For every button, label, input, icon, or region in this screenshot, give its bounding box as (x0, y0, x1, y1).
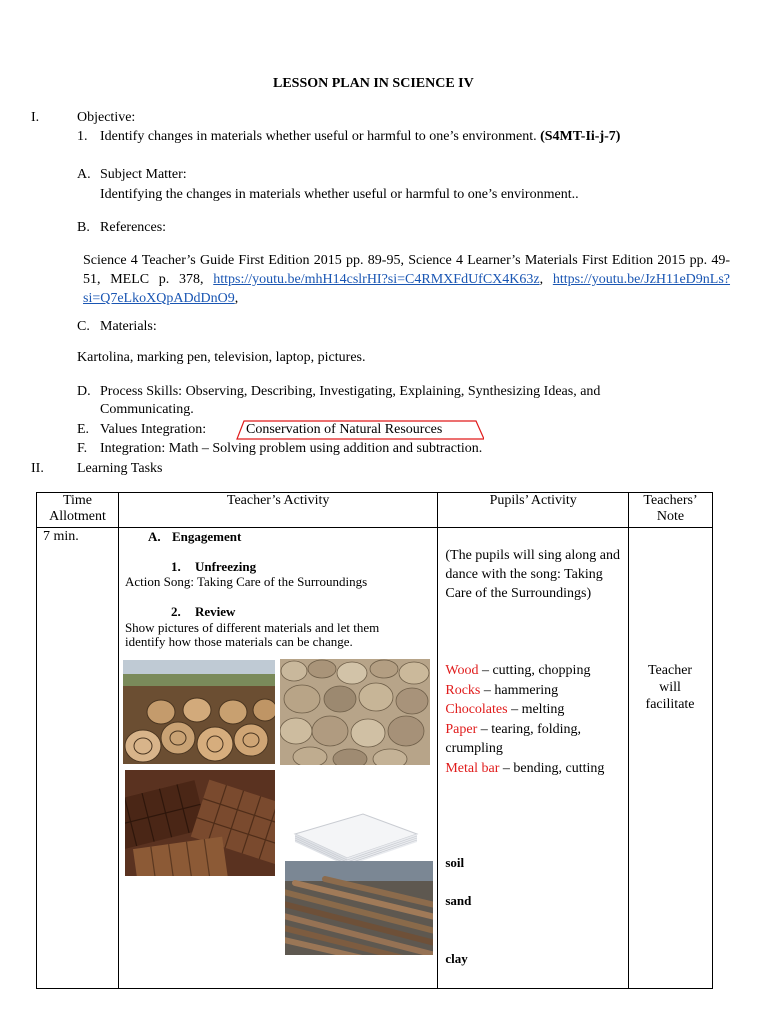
materials-list: Kartolina, marking pen, television, laptop, pictures. (77, 350, 366, 365)
process-skills-line-1: Process Skills: Observing, Describing, Investigating, Explaining, Synthesizing Ideas, and (100, 384, 601, 399)
table-row (37, 528, 713, 989)
teachers-note-text: Teacher will facilitate (645, 663, 695, 712)
pupils-song-text: (The pupils will sing along and dance with the song: Taking Care of the Surroundings) (445, 548, 620, 601)
teacher-activity-cell (118, 528, 437, 989)
header-time: Time Allotment (37, 493, 119, 528)
learning-tasks-table (36, 492, 713, 989)
subject-label: Subject Matter: (100, 167, 187, 182)
references-label: References: (100, 220, 167, 235)
clay-label: clay (445, 951, 468, 966)
sand-label: sand (445, 893, 472, 908)
chocolates-image (125, 770, 275, 876)
pupils-activity-cell (438, 528, 629, 989)
material-name: Rocks (445, 682, 481, 698)
engagement-letter: A. (147, 529, 161, 544)
engagement-heading: Engagement (171, 529, 242, 544)
material-name: Wood (445, 663, 479, 678)
action-song-text: Action Song: Taking Care of the Surroundings (124, 574, 368, 589)
header-teachers-note: Teachers’ Note (629, 493, 713, 528)
material-name: Chocolates (445, 702, 508, 717)
list-item (445, 700, 625, 720)
values-letter: E. (77, 422, 90, 437)
materials-actions-list (445, 661, 625, 778)
integration-text: Integration: Math – Solving problem using addition and subtraction. (100, 441, 483, 456)
time-cell (37, 528, 119, 989)
unfreezing-heading: Unfreezing (194, 559, 257, 574)
list-item (445, 681, 625, 701)
objective-line (100, 129, 620, 145)
references-separator: , (539, 272, 553, 287)
section-1-label: Objective: (77, 110, 136, 125)
material-name: Metal bar (445, 760, 500, 776)
objective-text: Identify changes in materials whether useful or harmful to one’s environment. (100, 129, 537, 144)
values-label: Values Integration: (100, 422, 207, 437)
process-skills-line-2: Communicating. (100, 402, 194, 417)
paper-stack-image (289, 790, 423, 868)
review-text: Show pictures of different materials and let them identify how those materials can be change. (124, 620, 380, 649)
section-2-label: Learning Tasks (77, 461, 163, 476)
header-teacher-activity: Teacher’s Activity (118, 493, 437, 528)
values-text: Conservation of Natural Resources (246, 422, 443, 437)
section-2-number: II. (31, 461, 44, 476)
section-1-number: I. (31, 110, 40, 125)
material-action: – bending, cutting (499, 760, 605, 776)
references-paragraph (83, 251, 730, 308)
subject-letter: A. (77, 167, 91, 182)
objective-number: 1. (77, 129, 88, 144)
objective-code: (S4MT-Ii-j-7) (540, 129, 621, 144)
materials-label: Materials: (100, 319, 157, 334)
list-item (445, 759, 625, 779)
process-letter: D. (77, 384, 91, 399)
list-item (445, 661, 625, 681)
table-header-row (37, 493, 713, 528)
material-action: – tearing, folding, crumpling (445, 721, 582, 756)
material-action: – hammering (480, 682, 559, 698)
materials-letter: C. (77, 319, 90, 334)
references-letter: B. (77, 220, 90, 235)
metal-bars-image (285, 861, 433, 955)
review-number: 2. (170, 604, 181, 619)
review-heading: Review (194, 604, 236, 619)
subject-text: Identifying the changes in materials whether useful or harmful to one’s environment.. (100, 187, 579, 202)
soil-label: soil (445, 855, 465, 870)
references-end: , (234, 291, 239, 306)
list-item (445, 720, 625, 759)
material-action: – cutting, chopping (478, 663, 591, 678)
integration-letter: F. (77, 441, 88, 456)
youtube-link-2[interactable]: https://youtu.be/JzH11eD9nLs?si=Q7eLkoXQpADdDnO9 (83, 272, 731, 306)
time-value: 7 min. (43, 529, 79, 544)
youtube-link-1[interactable]: https://youtu.be/mhH14cslrHI?si=C4RMXFdUfCX4K63z (213, 272, 540, 287)
unfreezing-number: 1. (170, 559, 181, 574)
teachers-note-cell (629, 528, 713, 989)
references-text: Science 4 Teacher’s Guide First Edition 2015 pp. 89-95, Science 4 Learner’s Materials First Edition 2015 pp. 49-51, MELC p. 378, (83, 253, 730, 287)
header-pupils-activity: Pupils’ Activity (438, 493, 629, 528)
page-title: LESSON PLAN IN SCIENCE IV (273, 76, 474, 91)
material-name: Paper (445, 721, 478, 737)
rocks-image (280, 659, 430, 765)
wood-logs-image (123, 660, 275, 764)
material-action: – melting (507, 702, 565, 717)
